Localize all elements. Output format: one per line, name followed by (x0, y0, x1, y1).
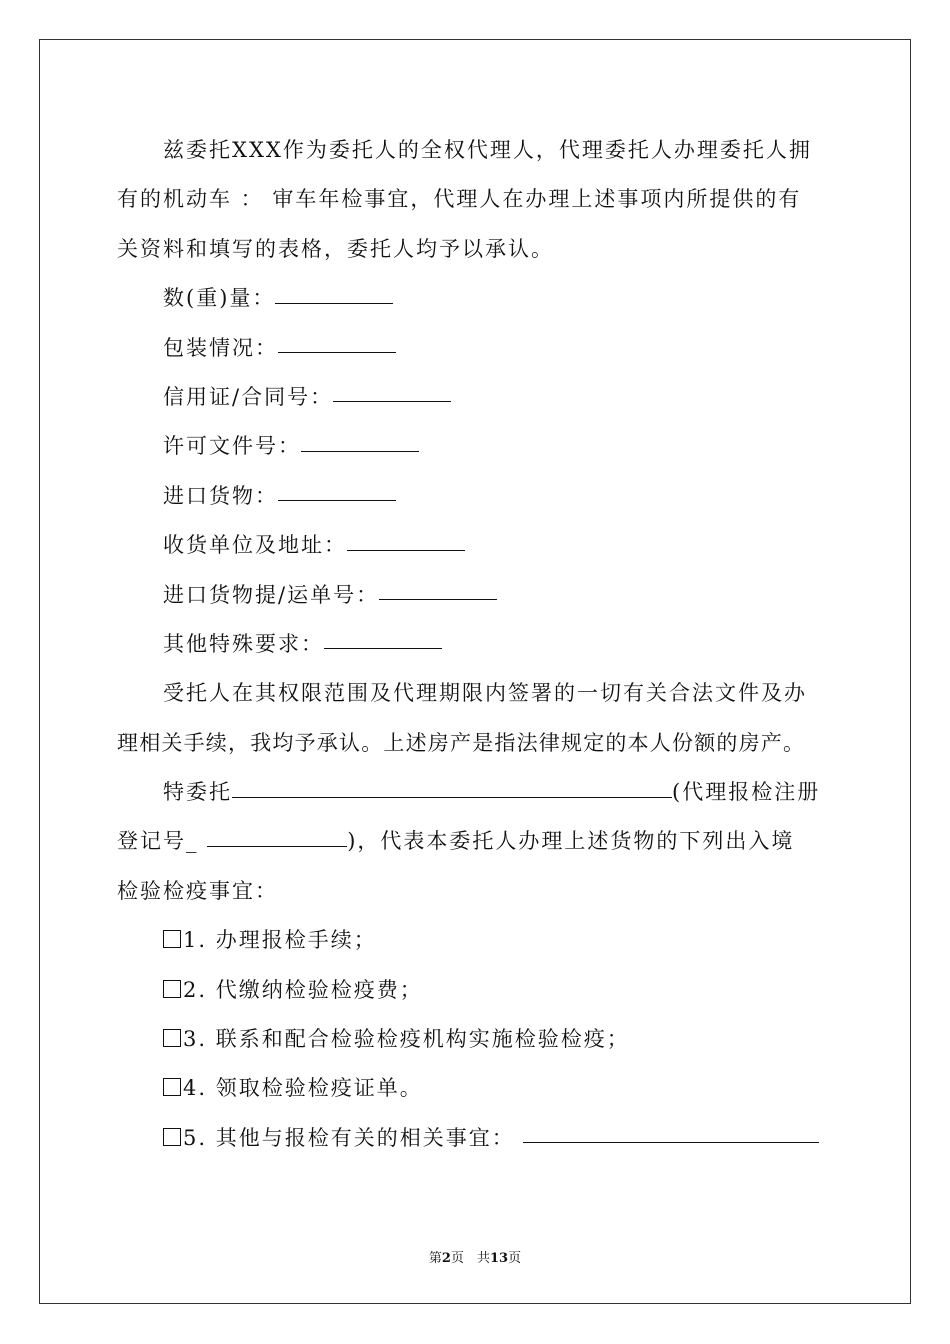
total-page-count: 13 (489, 1251, 509, 1266)
checkbox-icon[interactable] (163, 980, 181, 998)
field-bill-of-lading (117, 571, 837, 620)
paragraph-2-line-1: 受托人在其权限范围及代理期限内签署的一切有关合法文件及办 (163, 681, 807, 706)
footer-prefix: 第 (428, 1251, 442, 1266)
paragraph-3-continuation: )，代表本委托人办理上述货物的下列出入境 (347, 829, 795, 854)
checklist-number: 2. (183, 977, 208, 1002)
checkbox-icon[interactable] (163, 1029, 181, 1047)
field-label: 其他特殊要求： (163, 631, 324, 656)
paragraph-1-line-2: 有的机动车 ： 审车年检事宜，代理人在办理上述事项内所提供的有 (117, 187, 802, 212)
paragraph-3-line-3: 检验检疫事宜： (117, 878, 278, 903)
checklist-number: 3. (183, 1027, 208, 1052)
checkbox-icon[interactable] (163, 1128, 181, 1146)
checkbox-icon[interactable] (163, 1078, 181, 1096)
entrust-text: 特委托 (163, 780, 232, 805)
checklist-text: 其他与报检有关的相关事宜： (215, 1125, 515, 1150)
checkbox-icon[interactable] (163, 930, 181, 948)
checklist-item (117, 1015, 837, 1064)
field-label: 包装情况： (163, 335, 278, 360)
checklist-text: 办理报检手续； (215, 928, 377, 953)
checklist-number: 1. (183, 928, 208, 953)
checklist-item (117, 916, 837, 965)
footer-suffix: 页 (508, 1251, 522, 1266)
field-label: 收货单位及地址： (163, 533, 347, 558)
page-footer (0, 1247, 950, 1266)
document-body (117, 126, 837, 1163)
checklist-item (117, 1064, 837, 1113)
checklist-text: 代缴纳检验检疫费； (215, 977, 423, 1002)
field-blank[interactable] (347, 549, 465, 551)
paragraph-1-line-1: 兹委托XXX作为委托人的全权代理人，代理委托人办理委托人拥 (163, 138, 812, 162)
field-credit-contract (117, 373, 837, 422)
field-import-goods (117, 472, 837, 521)
field-label: 进口货物： (163, 483, 278, 508)
checklist-text: 领取检验检疫证单。 (215, 1076, 423, 1101)
paragraph-3-line-2 (117, 817, 837, 866)
checklist-item (117, 966, 837, 1015)
field-blank[interactable] (324, 647, 442, 649)
registration-label: 登记号_ (117, 829, 208, 854)
field-blank[interactable] (275, 302, 393, 304)
footer-middle: 页 共 (450, 1251, 490, 1266)
field-label: 许可文件号： (163, 434, 301, 459)
field-consignee (117, 521, 837, 570)
field-blank[interactable] (333, 400, 451, 402)
field-blank[interactable] (379, 598, 497, 600)
checklist-number: 5. (183, 1125, 208, 1150)
field-packaging (117, 324, 837, 373)
field-label: 进口货物提/运单号： (163, 582, 380, 607)
field-label: 信用证/合同号： (163, 384, 334, 409)
checklist-item (117, 1114, 837, 1163)
field-blank[interactable] (278, 499, 396, 501)
field-quantity (117, 274, 837, 323)
other-matters-blank[interactable] (523, 1141, 819, 1143)
registration-blank[interactable] (207, 845, 347, 847)
paragraph-1-line-3: 关资料和填写的表格，委托人均予以承认。 (117, 236, 554, 261)
field-label: 数(重)量： (163, 286, 276, 311)
field-blank[interactable] (278, 351, 396, 353)
paragraph-3-line-1 (117, 768, 837, 817)
current-page-number: 2 (441, 1251, 451, 1266)
field-license (117, 422, 837, 471)
registration-text: (代理报检注册 (672, 780, 821, 805)
paragraph-2-line-2: 理相关手续，我均予承认。上述房产是指法律规定的本人份额的房产。 (117, 730, 806, 755)
checklist-text: 联系和配合检验检疫机构实施检验检疫； (215, 1027, 630, 1052)
field-special-requirements (117, 620, 837, 669)
field-blank[interactable] (301, 450, 419, 452)
agent-blank[interactable] (232, 796, 672, 798)
checklist-number: 4. (183, 1076, 208, 1101)
